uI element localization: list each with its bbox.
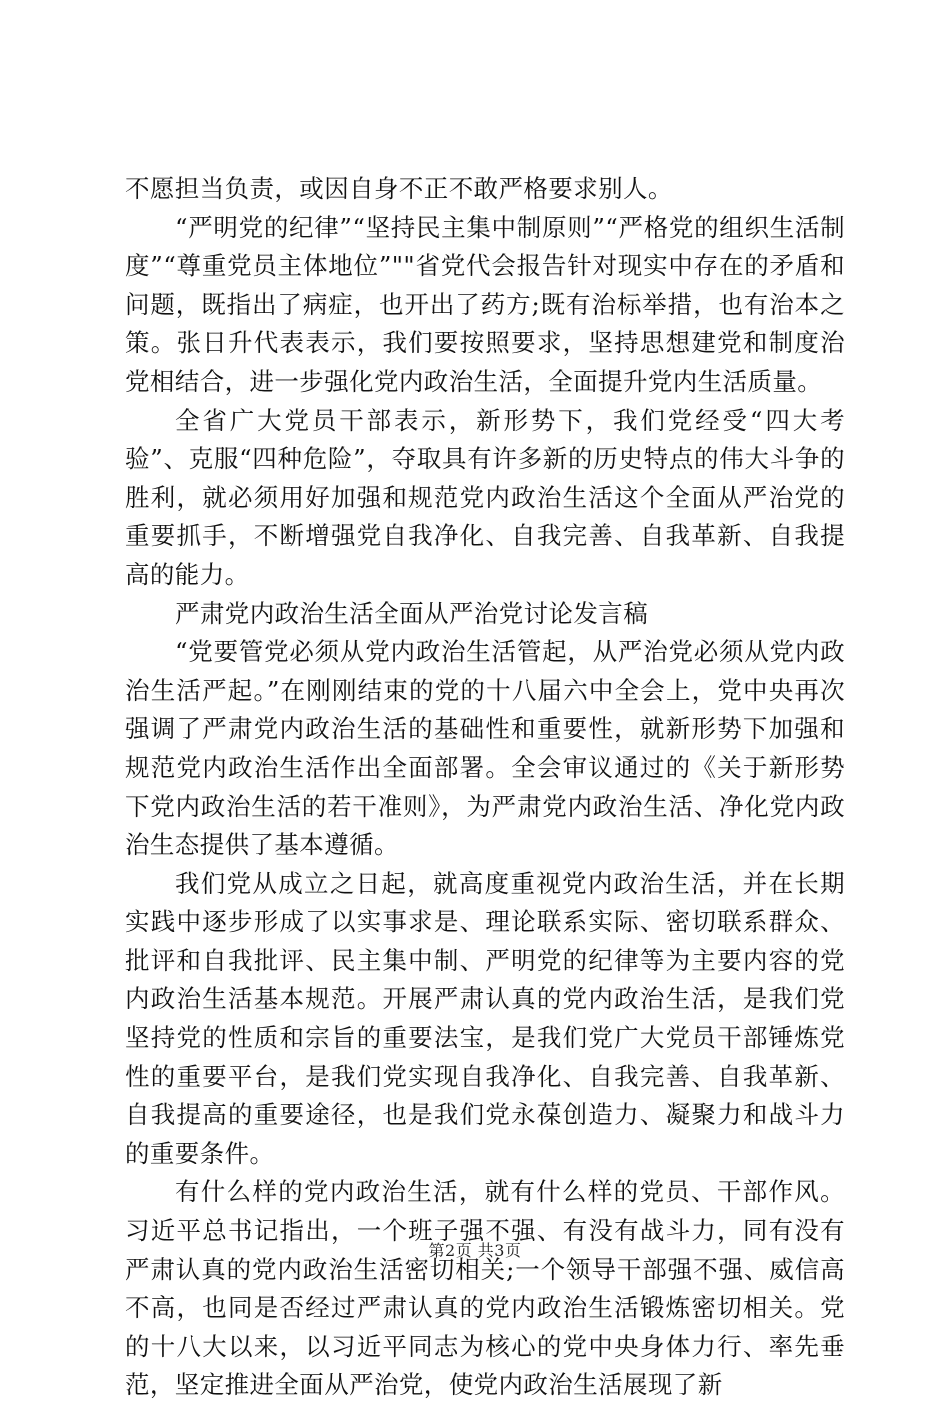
page-number-footer: 第2页 共3页 xyxy=(428,1241,522,1260)
document-body xyxy=(125,170,845,1405)
paragraph: “党要管党必须从党内政治生活管起，从严治党必须从党内政治生活严起。”在刚刚结束的党的十八届六中全会上，党中央再次强调了严肃党内政治生活的基础性和重要性，就新形势下加强和规范党内政治生活作出全面部署。全会审议通过的《关于新形势下党内政治生活的若干准则》，为严肃党内政治生活、净化党内政治生态提供了基本遵循。 xyxy=(125,637,845,860)
paragraph: 有什么样的党内政治生活，就有什么样的党员、干部作风。习近平总书记指出，一个班子强不强、有没有战斗力，同有没有严肃认真的党内政治生活密切相关;一个领导干部强不强、威信高不高，也同是否经过严肃认真的党内政治生活锻炼密切相关。党的十八大以来，以习近平同志为核心的党中央身体力行、率先垂范，坚定推进全面从严治党，使党内政治生活展现了新 xyxy=(125,1177,845,1400)
paragraph: 不愿担当负责，或因自身不正不敢严格要求别人。 xyxy=(125,174,673,203)
paragraph: “严明党的纪律”“坚持民主集中制原则”“严格党的组织生活制度”“尊重党员主体地位”""省党代会报告针对现实中存在的矛盾和问题，既指出了病症，也开出了药方;既有治标举措，也有治本之策。张日升代表表示，我们要按照要求，坚持思想建党和制度治党相结合，进一步强化党内政治生活，全面提升党内生活质量。 xyxy=(125,212,845,396)
paragraph: 我们党从成立之日起，就高度重视党内政治生活，并在长期实践中逐步形成了以实事求是、理论联系实际、密切联系群众、批评和自我批评、民主集中制、严明党的纪律等为主要内容的党内政治生活基本规范。开展严肃认真的党内政治生活，是我们党坚持党的性质和宗旨的重要法宝，是我们党广大党员干部锤炼党性的重要平台，是我们党实现自我净化、自我完善、自我革新、自我提高的重要途径，也是我们党永葆创造力、凝聚力和战斗力的重要条件。 xyxy=(125,868,845,1168)
section-heading: 严肃党内政治生活全面从严治党讨论发言稿 xyxy=(175,598,649,628)
paragraph: 全省广大党员干部表示，新形势下，我们党经受“四大考验”、克服“四种危险”，夺取具有许多新的历史特点的伟大斗争的胜利，就必须用好加强和规范党内政治生活这个全面从严治党的重要抓手，不断增强党自我净化、自我完善、自我革新、自我提高的能力。 xyxy=(125,405,845,589)
